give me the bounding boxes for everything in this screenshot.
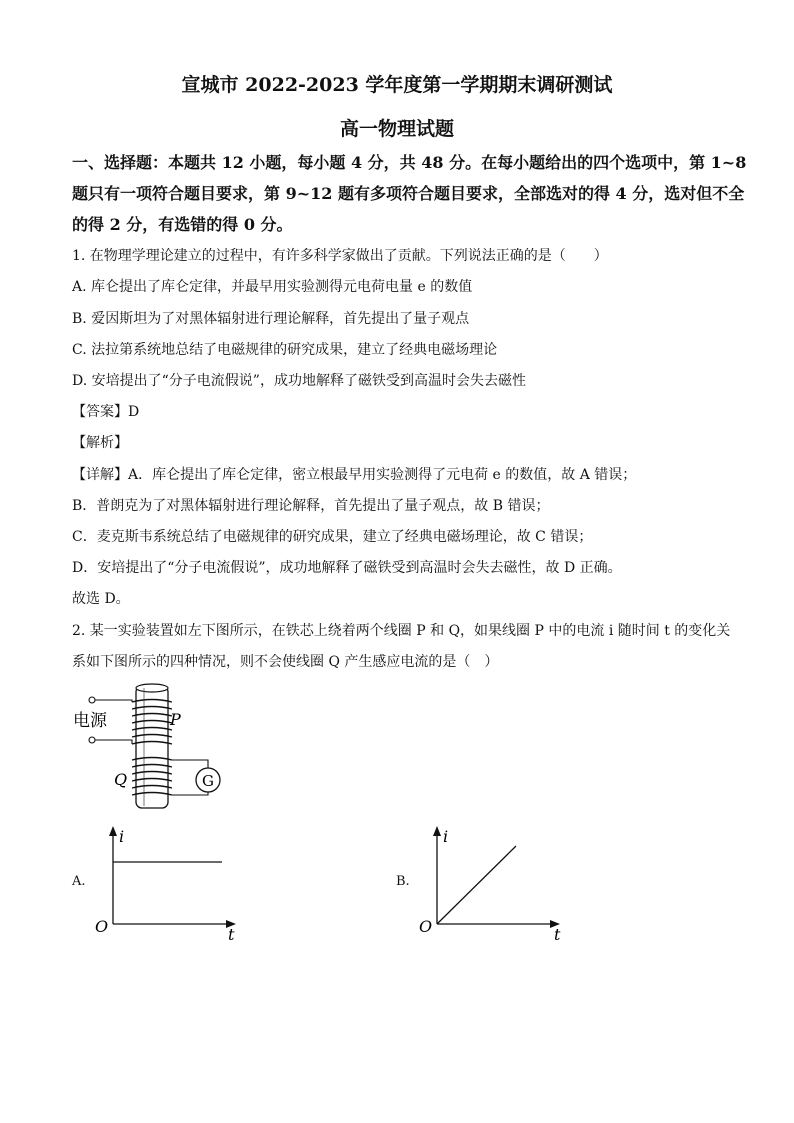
option-b-x-label: t [554,925,561,944]
option-b-current-line [437,846,516,924]
question-1-detail-3: C．麦克斯韦系统总结了电磁规律的研究成果，建立了经典电磁场理论，故 C 错误； [72,529,593,545]
question-1-detail-1: 【详解】A．库仑提出了库仑定律，密立根最早用实验测得了元电荷 e 的数值，故 A 错误； [72,467,637,483]
option-b-graph [414,822,574,944]
power-label: 电源 [73,711,107,731]
question-1-option-c: C. 法拉第系统地总结了电磁规律的研究成果，建立了经典电磁场理论 [72,342,498,358]
question-1-option-b: B. 爱因斯坦为了对黑体辐射进行理论解释，首先提出了量子观点 [72,311,470,327]
question-1-option-d: D. 安培提出了“分子电流假说”，成功地解释了磁铁受到高温时会失去磁性 [72,373,526,389]
question-1-conclusion: 故选 D。 [72,591,130,607]
question-1-answer: 【答案】D [72,404,140,420]
question-1-option-a: A. 库仑提出了库仑定律，并最早用实验测得元电荷电量 e 的数值 [72,279,473,295]
option-a-y-label: i [119,827,125,846]
option-a-label: A. [72,874,86,889]
terminal-bottom [89,737,95,743]
iron-core [136,686,168,808]
option-b-y-label: i [443,827,449,846]
section-instruction-line-2: 题只有一项符合题目要求，第 9~12 题有多项符合题目要求，全部选对的得 4 分，选对但不全 [72,184,745,203]
section-instruction-line-1: 一、选择题：本题共 12 小题，每小题 4 分，共 48 分。在每小题给出的四个选项中，第 1~8 [72,153,747,172]
exam-subtitle: 高一物理试题 [339,118,454,140]
exam-title: 宣城市 2022-2023 学年度第一学期期末调研测试 [181,74,613,96]
question-1-detail-4: D．安培提出了“分子电流假说”，成功地解释了磁铁受到高温时会失去磁性，故 D 正确。 [72,560,622,576]
option-a-graph [90,822,250,944]
question-2-stem-line-1: 2. 某一实验装置如左下图所示，在铁芯上绕着两个线圈 P 和 Q，如果线圈 P 中的电流 i 随时间 t 的变化关 [72,623,731,639]
coil-apparatus-figure [70,680,240,820]
terminal-top [89,697,95,703]
option-a-x-label: t [228,925,235,944]
option-b-origin: O [419,917,433,936]
coil-p-label: P [170,710,181,729]
option-b-label: B. [396,874,410,889]
galvanometer-label: G [202,772,214,790]
coil-q-label: Q [114,770,128,789]
question-1-analysis-label: 【解析】 [72,435,128,451]
question-1-stem: 1. 在物理学理论建立的过程中，有许多科学家做出了贡献。下列说法正确的是（ ） [72,248,608,264]
section-instruction-line-3: 的得 2 分，有选错的得 0 分。 [72,215,293,234]
question-1-detail-2: B．普朗克为了对黑体辐射进行理论解释，首先提出了量子观点，故 B 错误； [72,498,550,514]
question-2-stem-line-2: 系如下图所示的四种情况，则不会使线圈 Q 产生感应电流的是（ ） [72,654,499,670]
option-a-origin: O [95,917,109,936]
